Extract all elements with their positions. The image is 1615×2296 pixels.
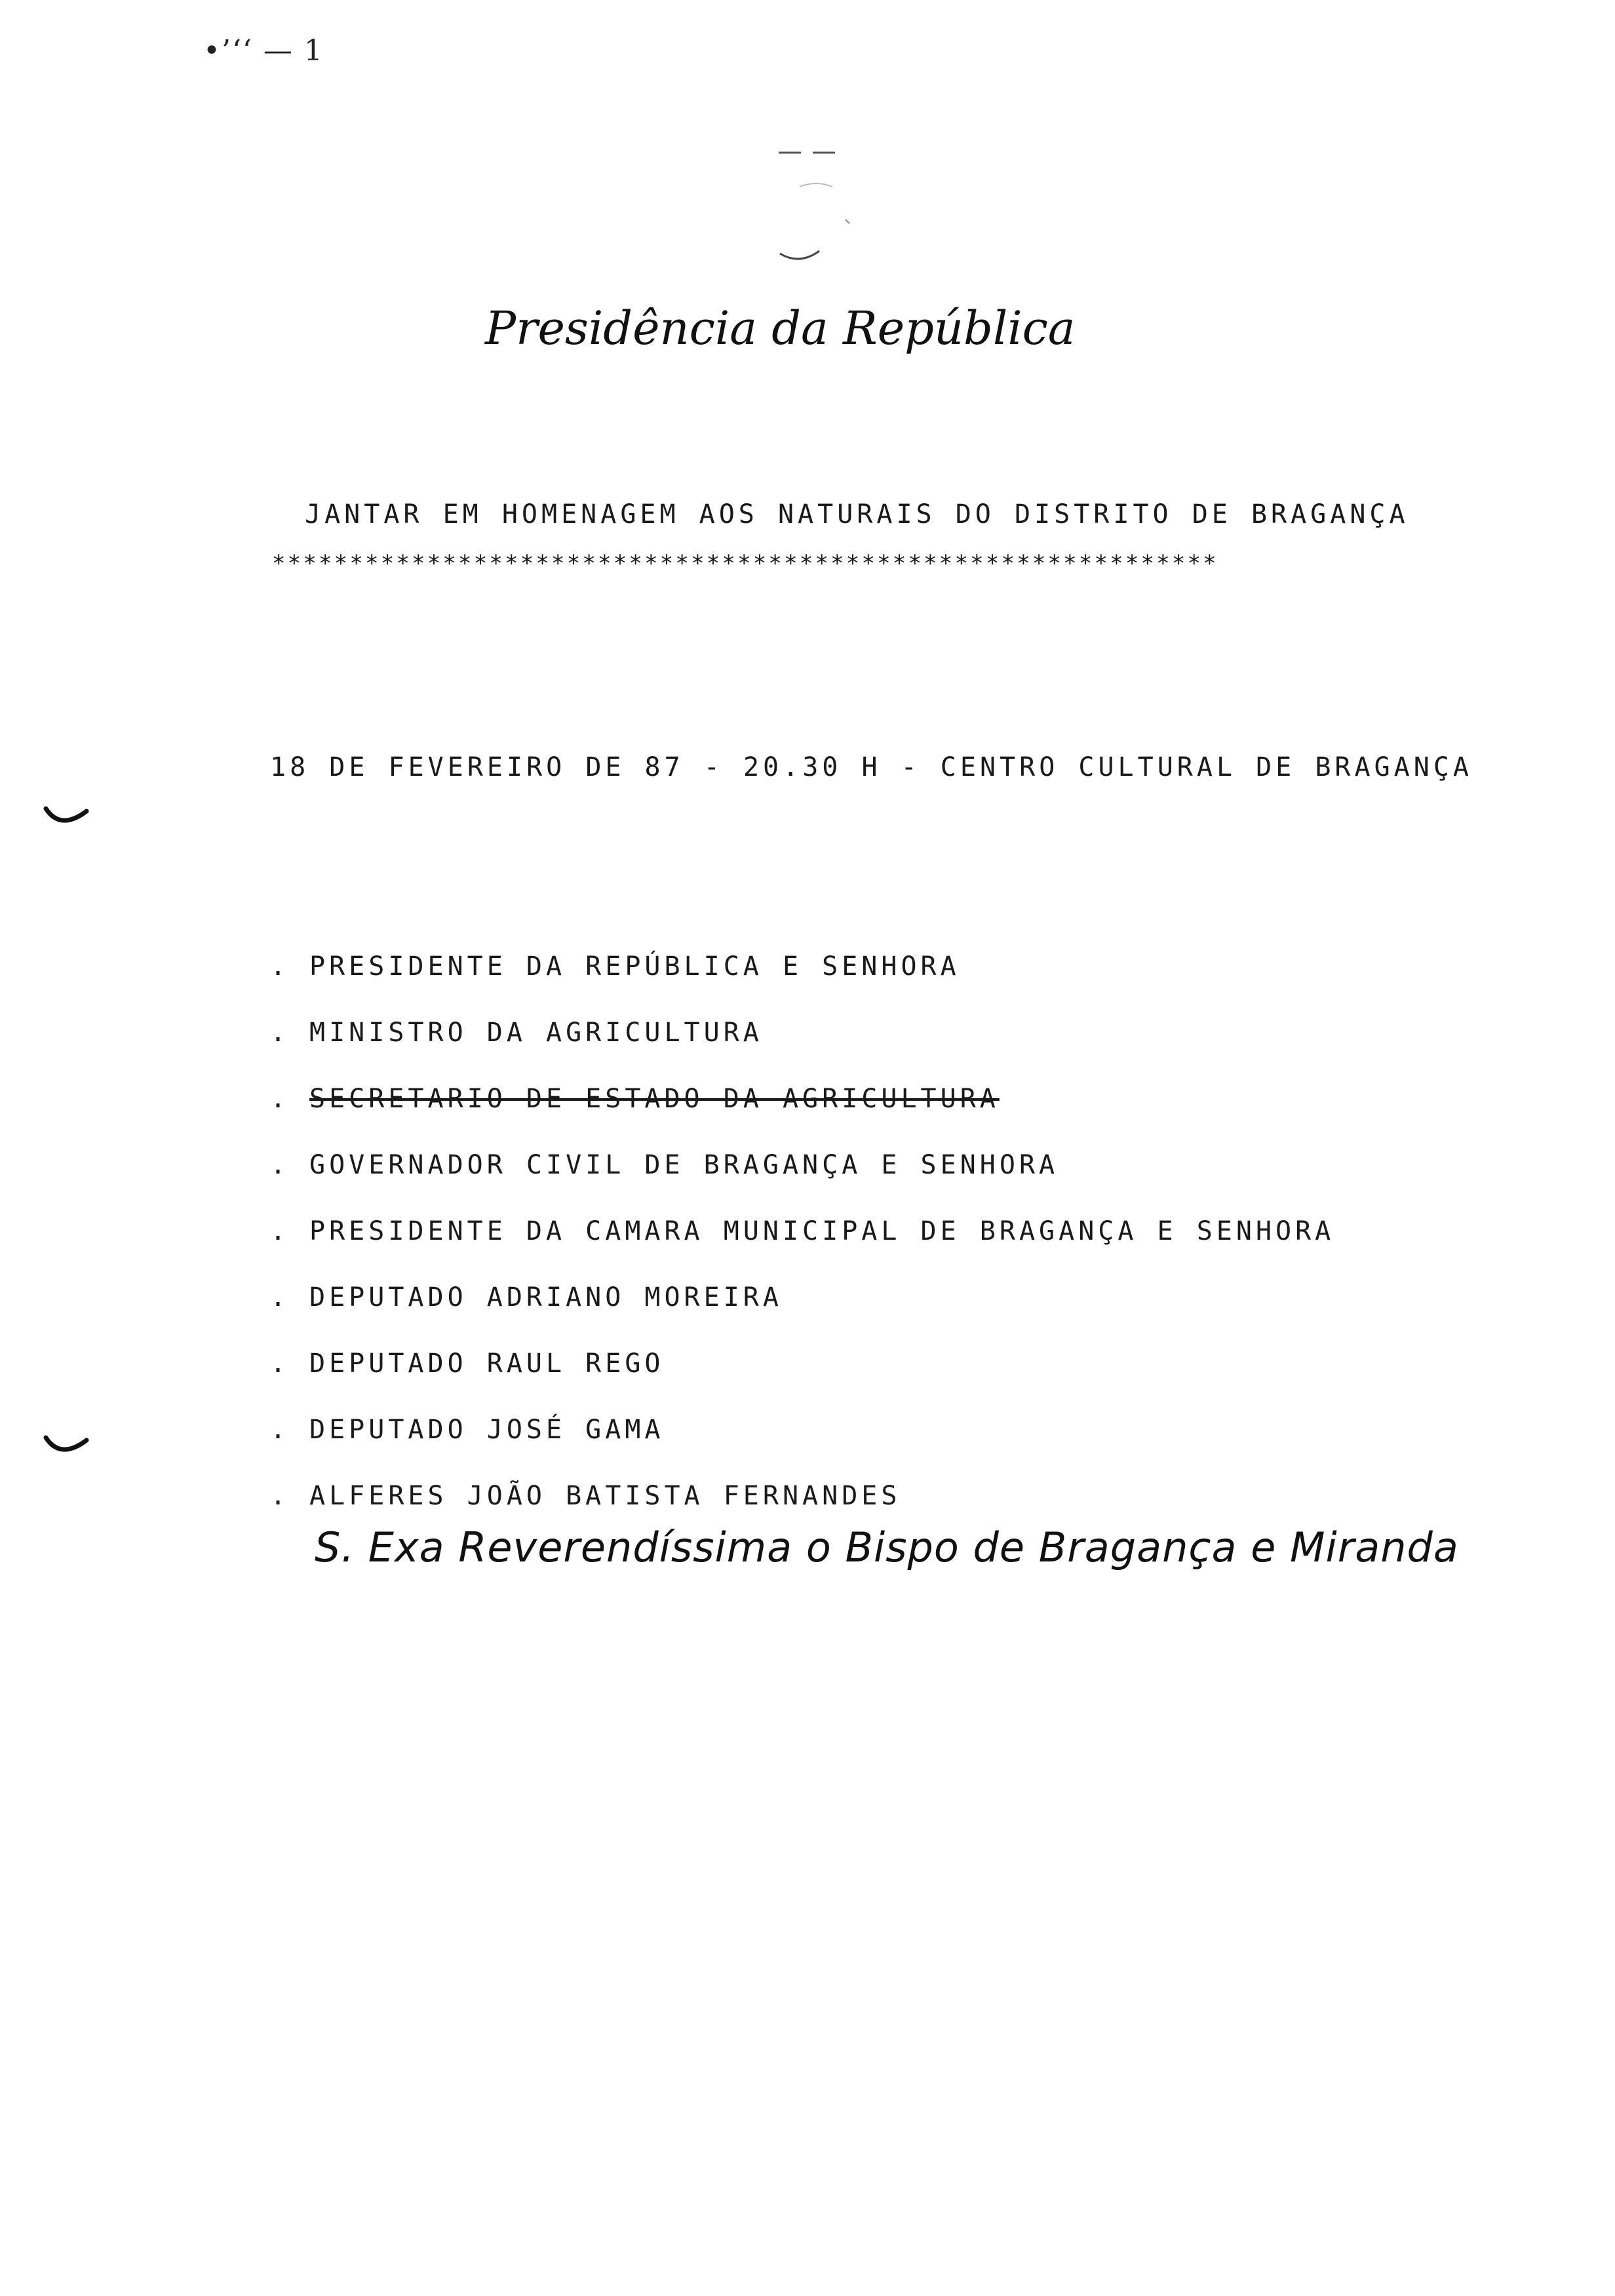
letterhead-title: Presidência da República [485,301,1076,355]
list-item [270,1282,1334,1349]
guest-label: DEPUTADO ADRIANO MOREIRA [309,1282,783,1312]
event-details: 18 DE FEVEREIRO DE 87 - 20.30 H - CENTRO CULTURAL DE BRAGANÇA [270,752,1473,782]
guest-label: DEPUTADO JOSÉ GAMA [309,1415,665,1445]
list-item [270,1216,1334,1282]
punch-hole-mark [41,799,93,839]
list-item [270,1018,1334,1084]
list-bullet: . [270,1481,290,1511]
list-bullet: . [270,1018,290,1048]
document-title: JANTAR EM HOMENAGEM AOS NATURAIS DO DISTRITO DE BRAGANÇA [305,499,1409,529]
list-item [270,1150,1334,1216]
guest-label: GOVERNADOR CIVIL DE BRAGANÇA E SENHORA [309,1150,1059,1180]
title-underline: ************************************************************* [272,550,1218,577]
guest-list [270,951,1334,1547]
punch-hole-mark [41,1428,93,1468]
list-item [270,1349,1334,1415]
list-bullet: . [270,1084,290,1114]
list-bullet: . [270,1150,290,1180]
guest-label: PRESIDENTE DA CAMARA MUNICIPAL DE BRAGANÇA E SENHORA [309,1216,1335,1246]
list-item [270,1084,1334,1150]
guest-label: PRESIDENTE DA REPÚBLICA E SENHORA [309,951,960,982]
list-bullet: . [270,951,290,982]
guest-label: ALFERES JOÃO BATISTA FERNANDES [309,1481,901,1511]
list-bullet: . [270,1349,290,1379]
list-bullet: . [270,1415,290,1445]
archive-mark: •’‘‘ — 1 [203,34,324,67]
guest-label: DEPUTADO RAUL REGO [309,1349,665,1379]
crest-icon [754,141,872,272]
list-bullet: . [270,1282,290,1312]
list-item [270,1415,1334,1481]
guest-label: MINISTRO DA AGRICULTURA [309,1018,763,1048]
handwritten-addition: S. Exa Reverendíssima o Bispo de Bragança e Miranda [315,1523,1459,1571]
guest-label-struck: SECRETARIO DE ESTADO DA AGRICULTURA [309,1084,1000,1114]
list-bullet: . [270,1216,290,1246]
list-item [270,951,1334,1018]
